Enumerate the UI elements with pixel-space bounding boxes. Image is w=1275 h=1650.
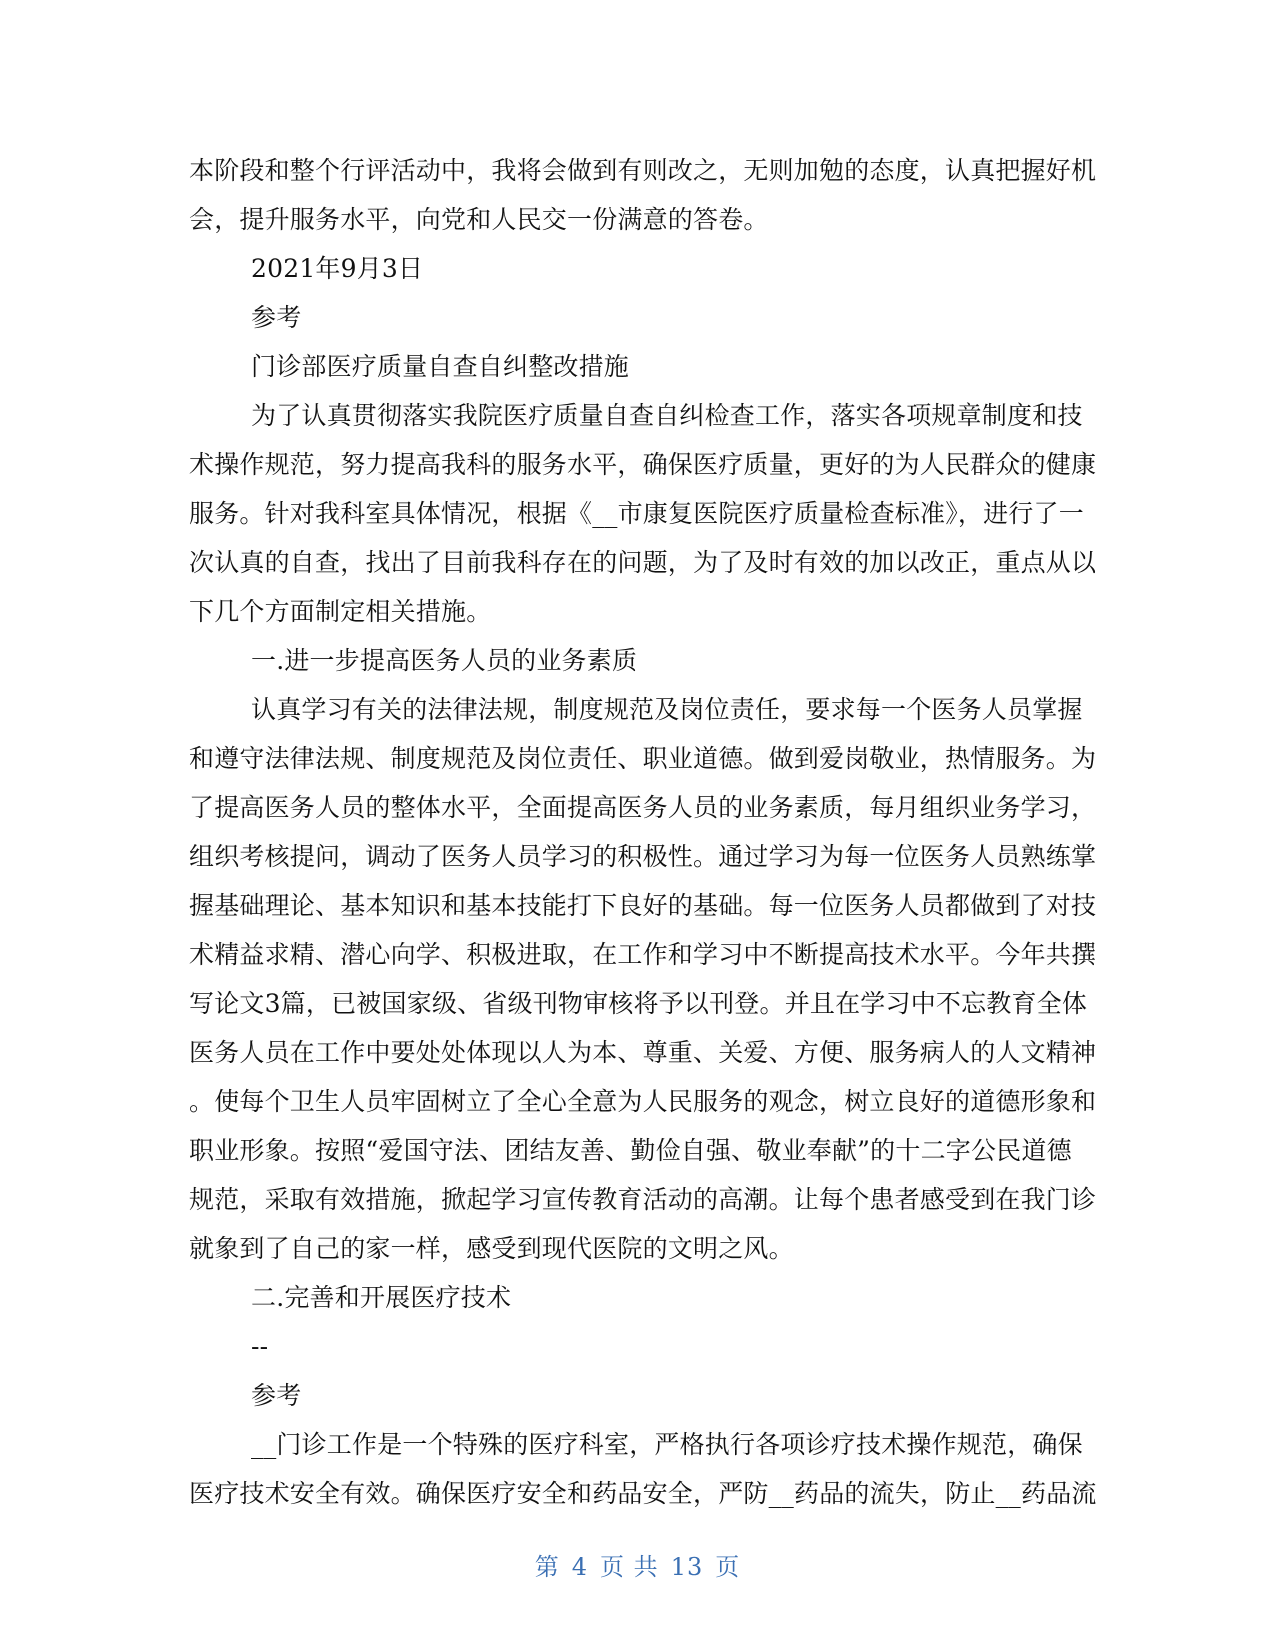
text-line: 规范，采取有效措施，掀起学习宣传教育活动的高潮。让每个患者感受到在我门诊 (189, 1185, 1097, 1214)
text-line: 了提高医务人员的整体水平，全面提高医务人员的业务素质，每月组织业务学习， (189, 793, 1097, 822)
text-line: 和遵守法律法规、制度规范及岗位责任、职业道德。做到爱岗敬业，热情服务。为 (189, 744, 1097, 773)
text-line: 职业形象。按照“爱国守法、团结友善、勤俭自强、敬业奉献”的十二字公民道德 (189, 1136, 1072, 1165)
text-line: 。使每个卫生人员牢固树立了全心全意为人民服务的观念，树立良好的道德形象和 (189, 1087, 1097, 1116)
section-heading: 一.进一步提高医务人员的业务素质 (251, 646, 638, 675)
text-line: 认真学习有关的法律法规，制度规范及岗位责任，要求每一个医务人员掌握 (251, 695, 1083, 724)
page-body (189, 146, 1097, 1518)
text-line: 为了认真贯彻落实我院医疗质量自查自纠检查工作，落实各项规章制度和技 (251, 401, 1083, 430)
text-line: 写论文3篇，已被国家级、省级刊物审核将予以刊登。并且在学习中不忘教育全体 (189, 989, 1088, 1018)
text-line: 术精益求精、潜心向学、积极进取，在工作和学习中不断提高技术水平。今年共撰 (189, 940, 1097, 969)
reference-label: 参考 (251, 1381, 302, 1410)
text-line: 次认真的自查，找出了目前我科存在的问题，为了及时有效的加以改正，重点从以 (189, 548, 1097, 577)
current-page-number: 4 (571, 1553, 589, 1581)
page-footer (0, 1547, 1275, 1582)
text-line: 握基础理论、基本知识和基本技能打下良好的基础。每一位医务人员都做到了对技 (189, 891, 1097, 920)
text-line: 组织考核提问，调动了医务人员学习的积极性。通过学习为每一位医务人员熟练掌 (189, 842, 1097, 871)
reference-label: 参考 (251, 303, 302, 332)
separator-text: -- (251, 1332, 269, 1361)
footer-middle: 页 共 (600, 1553, 659, 1581)
text-line: 医务人员在工作中要处处体现以人为本、尊重、关爱、方便、服务病人的人文精神 (189, 1038, 1097, 1067)
section-title: 门诊部医疗质量自查自纠整改措施 (251, 352, 630, 381)
footer-prefix: 第 (534, 1553, 560, 1581)
total-page-count: 13 (670, 1553, 704, 1581)
text-line: 医疗技术安全有效。确保医疗安全和药品安全，严防__药品的流失，防止__药品流 (189, 1479, 1097, 1508)
text-line: 本阶段和整个行评活动中，我将会做到有则改之，无则加勉的态度，认真把握好机 (189, 156, 1097, 185)
text-line: 术操作规范，努力提高我科的服务水平，确保医疗质量，更好的为人民群众的健康 (189, 450, 1097, 479)
text-line: 会，提升服务水平，向党和人民交一份满意的答卷。 (189, 205, 769, 234)
text-line: 下几个方面制定相关措施。 (189, 597, 492, 626)
footer-suffix: 页 (715, 1553, 741, 1581)
text-line: 服务。针对我科室具体情况，根据《__市康复医院医疗质量检查标准》，进行了一 (189, 499, 1084, 528)
section-heading: 二.完善和开展医疗技术 (251, 1283, 512, 1312)
text-line: __门诊工作是一个特殊的医疗科室，严格执行各项诊疗技术操作规范，确保 (251, 1430, 1083, 1459)
date-line: 2021年9月3日 (251, 254, 424, 283)
text-line: 就象到了自己的家一样，感受到现代医院的文明之风。 (189, 1234, 794, 1263)
